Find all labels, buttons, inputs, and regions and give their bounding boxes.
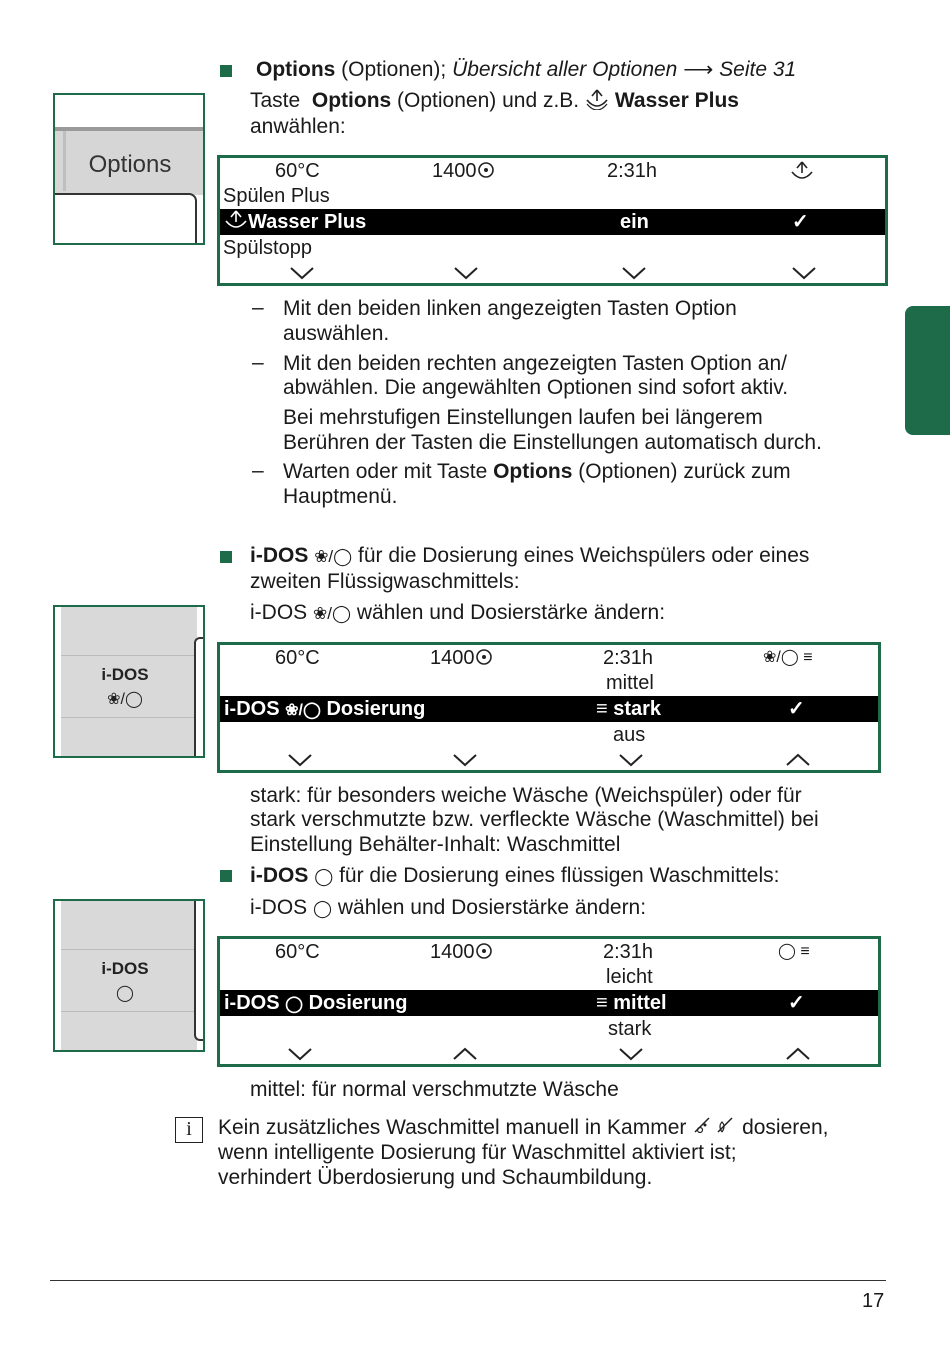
list-item: Hauptmenü. bbox=[283, 485, 398, 508]
list-item: abwählen. Die angewählten Optionen sind sofort aktiv. bbox=[283, 376, 789, 399]
chevron-down-icon[interactable] bbox=[618, 1046, 644, 1062]
chevron-down-icon[interactable] bbox=[618, 752, 644, 768]
temp-readout: 60°C bbox=[275, 941, 320, 963]
chevron-down-icon[interactable] bbox=[453, 265, 479, 281]
idos1-note: stark verschmutzte bzw. verfleckte Wäsche (Waschmittel) bei bbox=[250, 808, 819, 831]
chevron-down-icon[interactable] bbox=[287, 1046, 313, 1062]
drop-icon: ◯ bbox=[116, 985, 134, 1002]
level-bars-icon: ≡ bbox=[596, 698, 608, 720]
dash-marker: – bbox=[252, 351, 264, 374]
options-display bbox=[217, 155, 888, 286]
list-item: Mit den beiden linken angezeigten Tasten Option bbox=[283, 297, 737, 320]
level-bars-icon: ≡ bbox=[800, 943, 810, 960]
selected-option-row: Wasser Plus ein ✓ bbox=[220, 209, 885, 235]
options-button-panel bbox=[53, 93, 205, 245]
bullet-square bbox=[220, 65, 232, 77]
footer-divider bbox=[50, 1280, 886, 1281]
time-readout: 2:31h bbox=[607, 160, 658, 182]
idos1-display bbox=[217, 642, 881, 773]
selected-option-row: i-DOS ◯ Dosierung ≡ mittel ✓ bbox=[220, 990, 878, 1016]
idos1-note: Einstellung Behälter-Inhalt: Waschmittel bbox=[250, 833, 621, 856]
water-plus-icon bbox=[585, 88, 609, 116]
list-item: Mit den beiden rechten angezeigten Tasten Option an/ bbox=[283, 352, 787, 375]
detergent-chamber-icon bbox=[692, 1114, 736, 1142]
options-instruction-2: anwählen: bbox=[250, 115, 346, 138]
dash-marker: – bbox=[252, 296, 264, 319]
idos1-note: stark: für besonders weiche Wäsche (Weichspüler) oder für bbox=[250, 784, 802, 807]
softener-drop-icon: ❀/◯ bbox=[314, 547, 353, 566]
options-instruction: Taste Options (Optionen) und z.B. Wasser Plus bbox=[250, 88, 739, 116]
options-button[interactable]: Options bbox=[88, 151, 172, 178]
option-value: aus bbox=[613, 724, 646, 746]
idos1-line3: i-DOS ❀/◯ wählen und Dosierstärke ändern: bbox=[250, 601, 666, 624]
dash-marker: – bbox=[252, 459, 264, 482]
softener-drop-icon: ❀/◯ bbox=[107, 691, 143, 708]
option-row: Spülstopp bbox=[223, 237, 312, 259]
chevron-up-icon[interactable] bbox=[452, 1046, 478, 1062]
level-bars-icon: ≡ bbox=[596, 992, 608, 1014]
bullet-square bbox=[220, 870, 232, 882]
options-heading: Options (Optionen); Übersicht aller Optionen ⟶ Seite 31 bbox=[256, 58, 797, 81]
idos2-note: mittel: für normal verschmutzte Wäsche bbox=[250, 1078, 619, 1101]
option-value: stark bbox=[608, 1018, 652, 1040]
spin-readout: 1400 bbox=[430, 939, 493, 967]
drop-icon: ◯ bbox=[285, 996, 304, 1013]
list-item: Warten oder mit Taste Options (Optionen) zurück zum bbox=[283, 460, 791, 483]
bullet-square bbox=[220, 551, 232, 563]
chevron-up-icon[interactable] bbox=[785, 1046, 811, 1062]
idos2-line2: i-DOS ◯ wählen und Dosierstärke ändern: bbox=[250, 896, 647, 919]
option-value: leicht bbox=[606, 966, 653, 988]
info-text: verhindert Überdosierung und Schaumbildung. bbox=[218, 1166, 653, 1189]
page-number: 17 bbox=[862, 1290, 885, 1312]
softener-drop-icon: ❀/◯ bbox=[763, 649, 799, 666]
temp-readout: 60°C bbox=[275, 160, 320, 182]
idos-button[interactable]: i-DOS bbox=[101, 959, 149, 978]
chevron-down-icon[interactable] bbox=[791, 265, 817, 281]
list-item: Berühren der Tasten die Einstellungen automatisch durch. bbox=[283, 431, 822, 454]
list-item: Bei mehrstufigen Einstellungen laufen bei längerem bbox=[283, 406, 763, 429]
softener-drop-icon: ❀/◯ bbox=[313, 604, 352, 623]
time-readout: 2:31h bbox=[603, 941, 654, 963]
time-readout: 2:31h bbox=[603, 647, 654, 669]
option-row: Spülen Plus bbox=[223, 185, 330, 207]
chapter-tab bbox=[905, 306, 950, 435]
chevron-down-icon[interactable] bbox=[452, 752, 478, 768]
idos2-heading: i-DOS ◯ für die Dosierung eines flüssigen Waschmittels: bbox=[250, 864, 780, 887]
chevron-up-icon[interactable] bbox=[785, 752, 811, 768]
spin-readout: 1400 bbox=[430, 645, 493, 673]
info-text: wenn intelligente Dosierung für Waschmittel aktiviert ist; bbox=[218, 1141, 737, 1164]
idos-button[interactable]: i-DOS bbox=[101, 665, 149, 684]
info-text: Kein zusätzliches Waschmittel manuell in Kammer dosieren, bbox=[218, 1114, 828, 1142]
idos-button-panel bbox=[53, 605, 205, 758]
check-icon: ✓ bbox=[788, 698, 805, 720]
option-value: mittel bbox=[606, 672, 654, 694]
drop-icon: ◯ bbox=[313, 899, 333, 918]
selected-option-row: i-DOS ❀/◯ Dosierung ≡ stark ✓ bbox=[220, 696, 878, 722]
check-icon: ✓ bbox=[792, 211, 809, 233]
idos1-heading: i-DOS ❀/◯ für die Dosierung eines Weichspülers oder eines bbox=[250, 544, 810, 567]
idos-button-panel bbox=[53, 899, 205, 1052]
idos1-line2: zweiten Flüssigwaschmittels: bbox=[250, 570, 520, 593]
chevron-down-icon[interactable] bbox=[287, 752, 313, 768]
info-icon: i bbox=[175, 1117, 203, 1143]
level-bars-icon: ≡ bbox=[803, 649, 813, 666]
list-item: auswählen. bbox=[283, 322, 390, 345]
chevron-down-icon[interactable] bbox=[621, 265, 647, 281]
drop-icon: ◯ bbox=[778, 943, 796, 960]
idos2-display bbox=[217, 936, 881, 1067]
water-plus-icon bbox=[224, 209, 248, 238]
chevron-down-icon[interactable] bbox=[289, 265, 315, 281]
check-icon: ✓ bbox=[788, 992, 805, 1014]
softener-drop-icon: ❀/◯ bbox=[285, 702, 321, 719]
drop-icon: ◯ bbox=[314, 867, 334, 886]
spin-readout: 1400 bbox=[432, 158, 495, 186]
temp-readout: 60°C bbox=[275, 647, 320, 669]
